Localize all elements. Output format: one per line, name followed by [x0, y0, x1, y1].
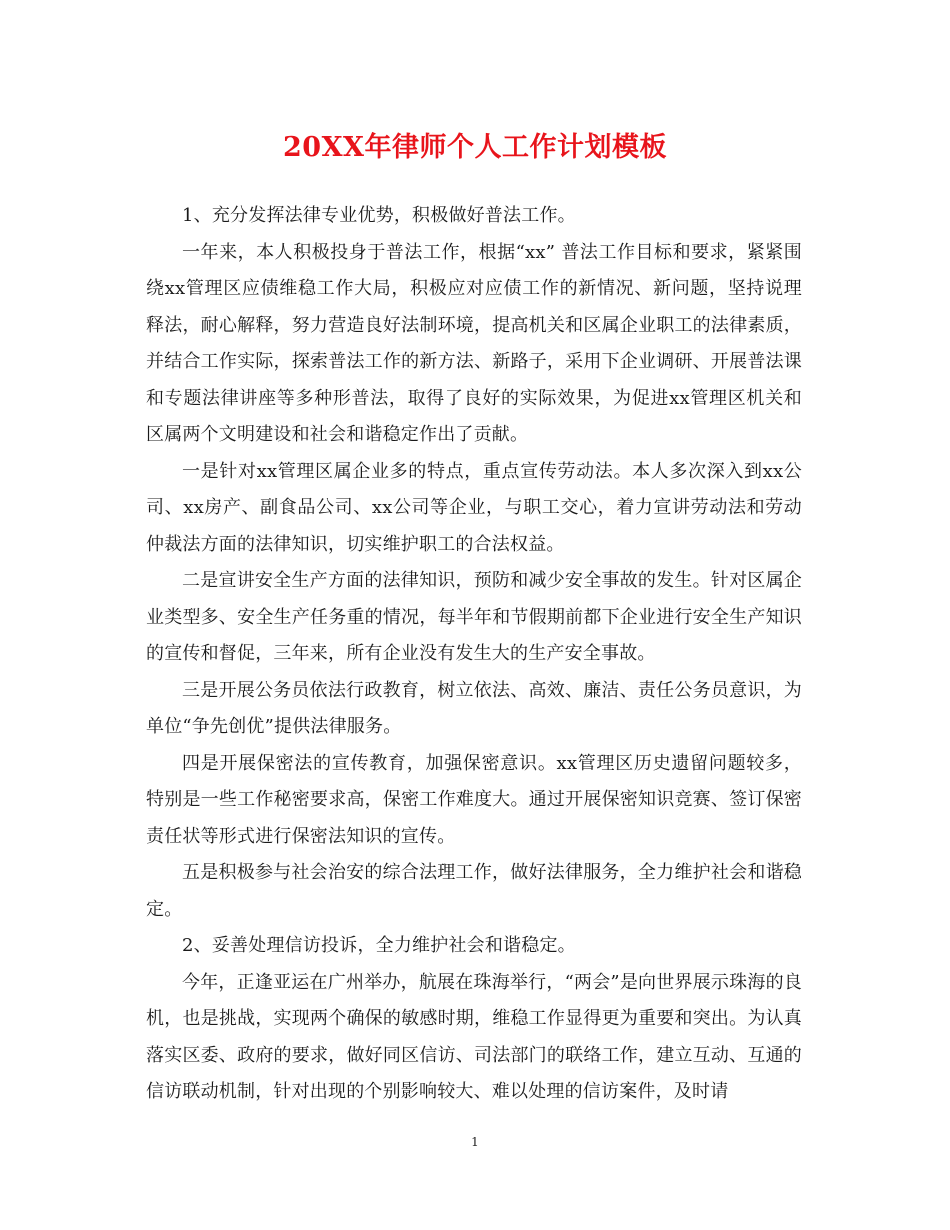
paragraph-point-four: 四是开展保密法的宣传教育，加强保密意识。xx管理区历史遗留问题较多，特别是一些工作秘密要求高，保密工作难度大。通过开展保密知识竞赛、签订保密责任状等形式进行保密法知识的宣传。 — [146, 752, 802, 847]
paragraph-section-2-heading: 2、妥善处理信访投诉，全力维护社会和谐稳定。 — [182, 935, 576, 956]
document-body — [146, 198, 802, 1111]
page-number: 1 — [471, 1135, 479, 1149]
paragraph-point-two: 二是宣讲安全生产方面的法律知识，预防和减少安全事故的发生。针对区属企业类型多、安全生产任务重的情况，每半年和节假期前都下企业进行安全生产知识的宣传和督促，三年来，所有企业没有发生大的生产安全事故。 — [146, 570, 802, 664]
document-title: 20XX年律师个人工作计划模板 — [283, 132, 667, 163]
paragraph-point-one: 一是针对xx管理区属企业多的特点，重点宣传劳动法。本人多次深入到xx公司、xx房产、副食品公司、xx公司等企业，与职工交心，着力宣讲劳动法和劳动仲裁法方面的法律知识，切实维护职工的合法权益。 — [146, 460, 802, 555]
paragraph-point-five: 五是积极参与社会治安的综合法理工作，做好法律服务，全力维护社会和谐稳定。 — [146, 862, 802, 920]
paragraph-point-three: 三是开展公务员依法行政教育，树立依法、高效、廉洁、责任公务员意识，为单位“争先创优”提供法律服务。 — [146, 679, 802, 737]
paragraph-section-1-heading: 1、充分发挥法律专业优势，积极做好普法工作。 — [182, 205, 576, 226]
paragraph-petition-work: 今年，正逢亚运在广州举办，航展在珠海举行，“两会”是向世界展示珠海的良机，也是挑战，实现两个确保的敏感时期，维稳工作显得更为重要和突出。为认真落实区委、政府的要求，做好同区信访、司法部门的联络工作，建立互动、互通的信访联动机制，针对出现的个别影响较大、难以处理的信访案件，及时请 — [146, 971, 802, 1102]
paragraph-overview: 一年来，本人积极投身于普法工作，根据“xx” 普法工作目标和要求，紧紧围绕xx管理区应债维稳工作大局，积极应对应债工作的新情况、新问题，坚持说理释法，耐心解释，努力营造良好法制环境，提高机关和区属企业职工的法律素质，并结合工作实际，探索普法工作的新方法、新路子，采用下企业调研、开展普法课和专题法律讲座等多种形普法，取得了良好的实际效果，为促进xx管理区机关和区属两个文明建设和社会和谐稳定作出了贡献。 — [146, 241, 802, 445]
